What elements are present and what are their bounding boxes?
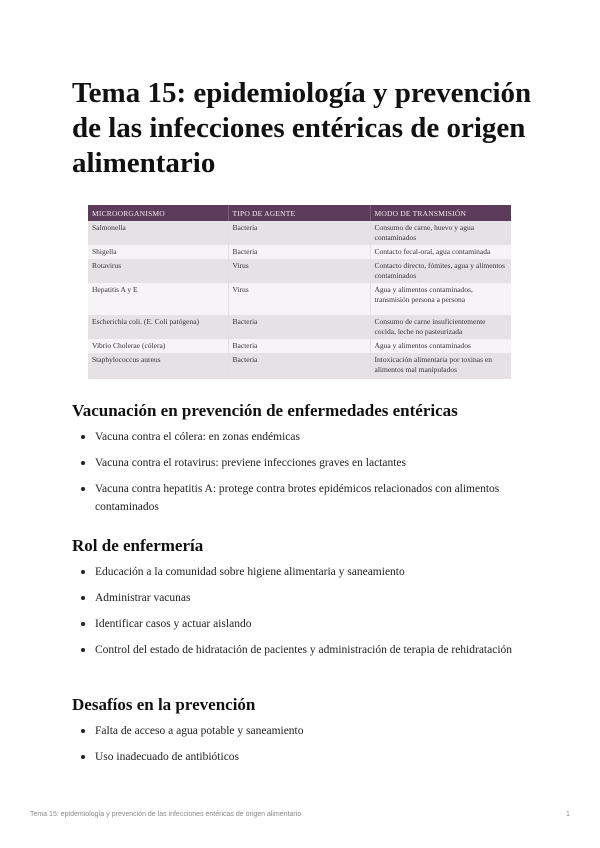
bullet-icon [81, 622, 85, 626]
section-heading-desafios: Desafíos en la prevención [72, 695, 256, 714]
table-header-row [88, 205, 511, 221]
section-heading-vacunacion: Vacunación en prevención de enfermedades entéricas [72, 401, 458, 420]
microorganism-table [88, 205, 511, 379]
cell-microorganismo: Hepatitis A y E [88, 283, 228, 315]
cell-modo-transmision: Consumo de carne insuficientemente cocida, leche no pasteurizada [370, 315, 511, 339]
microorganism-table-container [88, 205, 511, 379]
cell-microorganismo: Shigella [88, 245, 228, 259]
footer-page-number: 1 [566, 811, 570, 818]
list-item-text: Vacuna contra el cólera: en zonas endémicas [95, 431, 300, 443]
list-item [72, 480, 532, 516]
list-item-text: Falta de acceso a agua potable y saneamiento [95, 725, 304, 737]
cell-tipo-agente: Virus [228, 283, 370, 315]
table-row [88, 339, 511, 353]
vacunacion-list [72, 428, 532, 524]
bullet-icon [81, 435, 85, 439]
list-item-text: Administrar vacunas [95, 592, 191, 604]
header-tipo-agente: TIPO DE AGENTE [228, 205, 370, 221]
list-item [72, 589, 532, 607]
list-item-text: Uso inadecuado de antibióticos [95, 751, 240, 763]
cell-modo-transmision: Contacto fecal-oral, agua contaminada [370, 245, 511, 259]
bullet-icon [81, 461, 85, 465]
table-row [88, 259, 511, 283]
list-item [72, 748, 532, 766]
list-item-text: Control del estado de hidratación de pacientes y administración de terapia de rehidratación [95, 644, 513, 656]
cell-modo-transmision: Agua y alimentos contaminados, transmisión persona a persona [370, 283, 511, 315]
list-item [72, 641, 532, 659]
cell-modo-transmision: Consumo de carne, huevo y agua contaminados [370, 221, 511, 245]
list-item-text: Educación a la comunidad sobre higiene alimentaria y saneamiento [95, 566, 405, 578]
footer-title: Tema 15: epidemiología y prevención de las infecciones entéricas de origen alimentario [30, 811, 302, 818]
table-row [88, 353, 511, 379]
cell-modo-transmision: Agua y alimentos contaminados [370, 339, 511, 353]
bullet-icon [81, 487, 85, 491]
rol-list [72, 563, 532, 667]
cell-tipo-agente: Virus [228, 259, 370, 283]
table-row [88, 283, 511, 315]
list-item-text: Vacuna contra hepatitis A: protege contra brotes epidémicos relacionados con alimentos contaminados [95, 483, 500, 513]
cell-tipo-agente: Bacteria [228, 245, 370, 259]
table-row [88, 221, 511, 245]
cell-microorganismo: Salmonella [88, 221, 228, 245]
cell-tipo-agente: Bacteria [228, 339, 370, 353]
bullet-icon [81, 596, 85, 600]
cell-microorganismo: Escherichia coli. (E. Coli patógena) [88, 315, 228, 339]
list-item [72, 615, 532, 633]
cell-tipo-agente: Bacteria [228, 353, 370, 379]
cell-tipo-agente: Bacteria [228, 315, 370, 339]
page-title: Tema 15: epidemiología y prevención de las infecciones entéricas de origen alimentario [72, 77, 532, 179]
desafios-list [72, 722, 532, 774]
list-item [72, 563, 532, 581]
section-heading-rol: Rol de enfermería [72, 536, 204, 555]
cell-modo-transmision: Contacto directo, fómites, agua y alimentos contaminados [370, 259, 511, 283]
list-item [72, 428, 532, 446]
list-item-text: Identificar casos y actuar aislando [95, 618, 252, 630]
table-row [88, 315, 511, 339]
bullet-icon [81, 648, 85, 652]
cell-tipo-agente: Bacteria [228, 221, 370, 245]
cell-microorganismo: Rotavirus [88, 259, 228, 283]
list-item-text: Vacuna contra el rotavirus: previene infecciones graves en lactantes [95, 457, 406, 469]
cell-modo-transmision: Intoxicación alimentaria por toxinas en alimentos mal manipulados [370, 353, 511, 379]
bullet-icon [81, 570, 85, 574]
bullet-icon [81, 729, 85, 733]
header-microorganismo: MICROORGANISMO [88, 205, 228, 221]
header-modo-transmision: MODO DE TRANSMISIÓN [370, 205, 511, 221]
cell-microorganismo: Vibrio Cholerae (cólera) [88, 339, 228, 353]
bullet-icon [81, 755, 85, 759]
cell-microorganismo: Staphylococcus aureus [88, 353, 228, 379]
list-item [72, 454, 532, 472]
list-item [72, 722, 532, 740]
table-row [88, 245, 511, 259]
